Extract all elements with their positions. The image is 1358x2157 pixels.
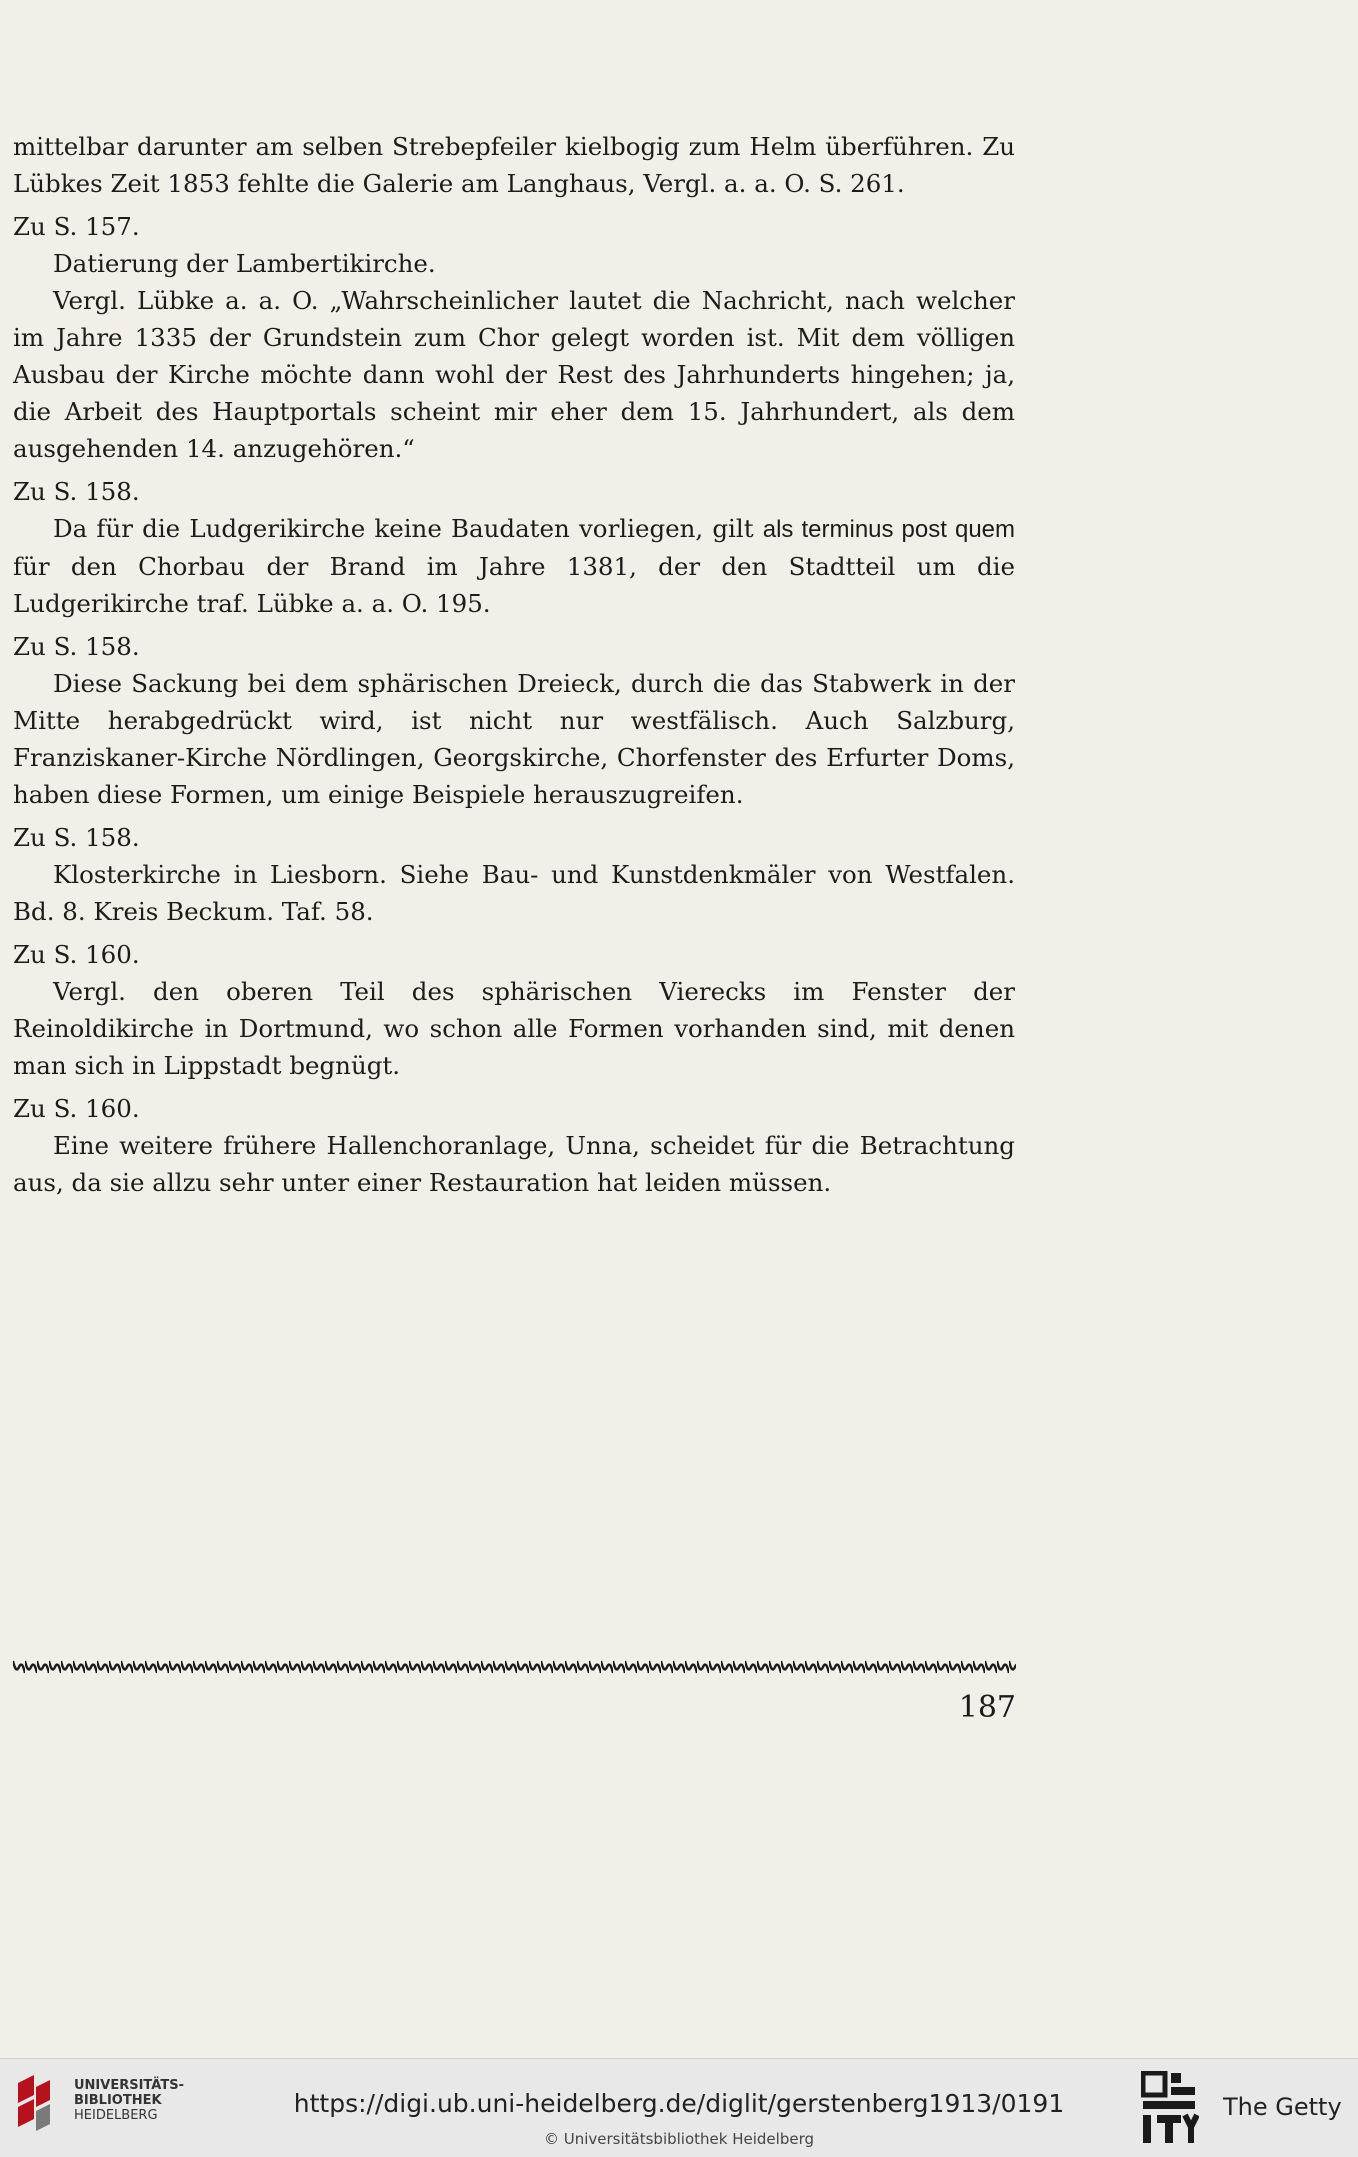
paragraph-text: für den Chorbau der Brand im Jahre 1381, der den Stadtteil um die Ludgerikirche traf. Lübke a. a. O. 195. [13,552,1015,618]
paragraph-continuation: mittelbar darunter am selben Strebepfeiler kielbogig zum Helm überführen. Zu Lübkes Zeit 1853 fehlte die Galerie am Langhaus, Vergl. a. a. O. S. 261. [13,132,1015,198]
paragraph: Vergl. Lübke a. a. O. „Wahrscheinlicher lautet die Nachricht, nach welcher im Jahre 1335 der Grundstein zum Chor gelegt worden ist. Mit dem völligen Ausbau der Kirche möchte dann wohl der Rest des Jahrhunderts hingehen; ja, die Arbeit des Hauptportals scheint mir eher dem 15. Jahrhundert, als dem ausgehenden 14. anzugehören.“ [13,286,1015,463]
decorative-wave-rule [13,1658,1016,1676]
library-name-line: BIBLIOTHEK [74,2093,162,2108]
reference-heading: Zu S. 158. [13,632,140,661]
permalink-url[interactable]: https://digi.ub.uni-heidelberg.de/diglit/gerstenberg1913/0191 [293,2089,1065,2118]
university-library-logo-icon[interactable] [14,2073,54,2131]
library-name-line: UNIVERSITÄTS- [74,2078,184,2093]
copyright-notice: © Universitätsbibliothek Heidelberg [543,2130,814,2148]
reference-heading: Zu S. 160. [13,940,140,969]
university-library-name [74,2078,184,2123]
reference-heading: Zu S. 160. [13,1094,140,1123]
paragraph: Diese Sackung bei dem sphärischen Dreieck, durch die das Stabwerk in der Mitte herabgedrückt wird, ist nicht nur westfälisch. Auch Salzburg, Franziskaner-Kirche Nördlingen, Georgskirche, Chorfenster des Erfurter Doms, haben diese Formen, um einige Beispiele herauszugreifen. [13,669,1015,809]
reference-heading: Zu S. 158. [13,477,140,506]
paragraph: Eine weitere frühere Hallenchoranlage, Unna, scheidet für die Betrachtung aus, da sie allzu sehr unter einer Restauration hat leiden müssen. [13,1131,1015,1197]
getty-partner-name: The Getty [1223,2093,1342,2121]
reference-heading: Zu S. 157. [13,212,140,241]
latin-phrase: als terminus post quem [762,516,1016,543]
paragraph: Vergl. den oberen Teil des sphärischen Vierecks im Fenster der Reinoldikirche in Dortmund, wo schon alle Formen vorhanden sind, mit denen man sich in Lippstadt begnügt. [13,977,1015,1080]
paragraph-with-latin [13,510,1015,622]
page-body-text [13,128,1015,1201]
reference-heading: Zu S. 158. [13,823,140,852]
getty-logo-icon[interactable] [1141,2071,1199,2145]
library-name-line: HEIDELBERG [74,2108,158,2123]
paragraph: Klosterkirche in Liesborn. Siehe Bau- und Kunstdenkmäler von Westfalen. Bd. 8. Kreis Beckum. Taf. 58. [13,860,1015,926]
paragraph: Datierung der Lambertikirche. [53,249,436,278]
page-number: 187 [958,1690,1016,1725]
paragraph-text: Da für die Ludgerikirche keine Baudaten vorliegen, gilt [53,514,763,543]
viewer-footer [0,2058,1358,2157]
